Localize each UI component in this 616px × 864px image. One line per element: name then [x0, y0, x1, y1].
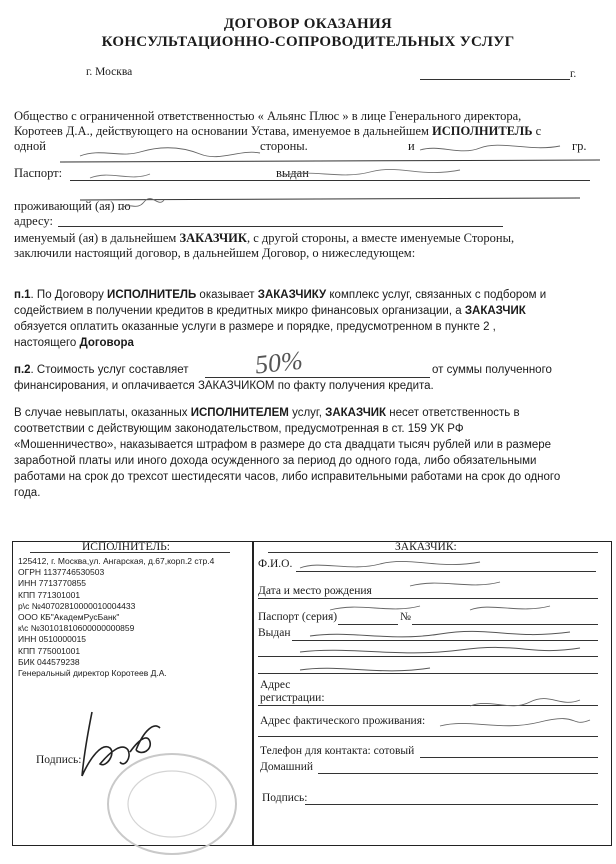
intro-line3-start: одной — [14, 139, 46, 153]
address-label: адресу: — [14, 214, 53, 228]
clause-1-text-a: . По Договору — [30, 289, 104, 301]
executor-address: 125412, г. Москва,ул. Ангарская, д.67,корп.2 стр.4 — [18, 556, 215, 566]
clause-1-customer: ЗАКАЗЧИКУ — [257, 289, 327, 301]
city-label: г. Москва — [86, 66, 133, 78]
intro-line1: Общество с ограниченной ответственностью « Альянс Плюс » в лице Генерального директора, — [14, 109, 522, 123]
intro-line2-end: с — [535, 124, 542, 138]
customer-phone-label: Телефон для контакта: сотовый — [260, 745, 415, 757]
customer-heading: ЗАКАЗЧИК: — [395, 541, 457, 553]
clause-3-line4: заработной платы или иного дохода осужденного за период до одного года, либо обязательными — [14, 455, 537, 467]
clause-3-text-c: несет ответственность в — [389, 407, 520, 419]
customer-birth-label: Дата и место рождения — [258, 585, 372, 597]
clause-1-text-c: комплекс услуг, связанных с подбором и — [329, 289, 547, 301]
passport-issued-label: выдан — [276, 166, 309, 180]
date-blank-line — [420, 79, 570, 80]
customer-passport-no-label: № — [400, 611, 411, 623]
executor-bik: БИК 044579238 — [18, 656, 80, 667]
customer-passport-label: Паспорт (серия) — [258, 611, 338, 623]
executor-heading-line — [30, 552, 230, 553]
customer-sign-label: Подпись: — [262, 792, 308, 804]
named-line — [14, 231, 514, 246]
clause-2-percent-handwritten: 50% — [253, 345, 305, 380]
clause-3-customer: ЗАКАЗЧИК — [325, 407, 387, 419]
clause-1-executor: ИСПОЛНИТЕЛЬ — [107, 289, 197, 301]
clause-3-line1 — [14, 407, 520, 419]
customer-home-phone-label: Домашний — [260, 761, 313, 773]
clause-1-contract: Договора — [79, 337, 134, 349]
clause-2-number: п.2 — [14, 364, 31, 376]
residing-label: проживающий (ая) по — [14, 199, 131, 213]
clause-2-line2-end: по факту получения кредита. — [277, 380, 434, 392]
customer-fio-label: Ф.И.О. — [258, 558, 293, 570]
date-year-suffix: г. — [570, 68, 577, 80]
clause-2-customer: ЗАКАЗЧИКОМ — [197, 380, 275, 392]
intro-line3-and: и — [408, 139, 415, 153]
named-line2: заключили настоящий договор, в дальнейшем Договор, о нижеследующем: — [14, 246, 416, 260]
customer-sign-line — [305, 804, 598, 805]
executor-term: ИСПОЛНИТЕЛЬ — [432, 124, 533, 138]
executor-rs: р\с №40702810000010004433 — [18, 600, 136, 611]
clause-3-text-a: В случае невыплаты, оказанных — [14, 407, 188, 419]
contract-title-line2: КОНСУЛЬТАЦИОННО-СОПРОВОДИТЕЛЬНЫХ УСЛУГ — [101, 34, 515, 50]
clause-2-text-b: от суммы полученного — [432, 364, 552, 376]
named-line-end: , с другой стороны, а вместе именуемые Стороны, — [246, 231, 515, 245]
passport-label: Паспорт: — [14, 166, 63, 180]
customer-term: ЗАКАЗЧИК — [179, 231, 247, 245]
address-line — [58, 226, 503, 227]
executor-signature — [70, 702, 170, 782]
named-line-text: именуемый (ая) в дальнейшем — [14, 231, 177, 245]
intro-line3-side: стороны. — [260, 139, 308, 153]
customer-home-phone-line — [318, 773, 598, 774]
clause-2-percent-line — [205, 377, 430, 378]
clause-3-line2: соответствии с действующим законодательством, предусмотренная в ст. 159 УК РФ — [14, 423, 464, 435]
executor-ks: к\с №30101810600000000859 — [18, 623, 135, 634]
executor-director: Генеральный директор Коротеев Д.А. — [18, 668, 167, 679]
clause-2-line2-text: финансирования, и оплачивается — [14, 380, 195, 392]
executor-inn: ИНН 7713770855 — [18, 578, 87, 589]
clause-1-number: п.1 — [14, 289, 31, 301]
customer-actual-address-label: Адрес фактического проживания: — [260, 715, 426, 727]
contract-title-line1: ДОГОВОР ОКАЗАНИЯ — [223, 16, 393, 32]
executor-kpp2: КПП 775001001 — [18, 645, 81, 656]
executor-sign-label: Подпись: — [36, 754, 82, 766]
executor-ogrn: ОГРН 1137746530503 — [18, 567, 105, 578]
clause-3-line6: года. — [14, 487, 41, 499]
clause-3-line5: работами на срок до трехсот шестидесяти часов, либо исправительными работами на срок до одного — [14, 471, 561, 483]
customer-handwritten-scribbles — [290, 556, 600, 746]
executor-requisites — [18, 556, 214, 679]
customer-address-label1: Адрес — [260, 679, 291, 691]
customer-address-label2: регистрации: — [260, 692, 325, 704]
executor-heading: ИСПОЛНИТЕЛЬ: — [82, 541, 170, 553]
customer-phone-line — [420, 757, 598, 758]
clause-1-line2-text: содействием в получении кредитов в кредитных микро финансовых организации, а — [14, 305, 462, 317]
customer-heading-line — [268, 552, 598, 553]
clause-1-text-b: оказывает — [199, 289, 255, 301]
clause-2-line1 — [14, 364, 189, 376]
executor-inn2: ИНН 0510000015 — [18, 634, 87, 645]
clause-1-line4-text: настоящего — [14, 337, 77, 349]
clause-2-line2 — [14, 380, 434, 392]
clause-1-line3: обязуется оплатить оказанные услуги в размере и порядке, предусмотренном в пункте 2 , — [14, 321, 496, 333]
clause-1-line2 — [14, 305, 526, 317]
clause-2-text-a: . Стоимость услуг составляет — [30, 364, 189, 376]
clause-3-executor: ИСПОЛНИТЕЛЕМ — [190, 407, 289, 419]
intro-line2-text: Коротеев Д.А., действующего на основании Устава, именуемое в дальнейшем — [14, 124, 429, 138]
clause-1-line4 — [14, 337, 134, 349]
clause-3-line3: «Мошенничество», наказывается штрафом в размере до ста двадцати тысяч рублей или в размере — [14, 439, 552, 451]
clause-3-text-b: услуг, — [292, 407, 322, 419]
clause-1-line2-customer: ЗАКАЗЧИК — [464, 305, 526, 317]
handwritten-residing-scribble — [118, 196, 168, 216]
customer-issued-label: Выдан — [258, 627, 291, 639]
clause-1-line1 — [14, 289, 546, 301]
executor-kpp: КПП 771301001 — [18, 589, 81, 600]
executor-bank: ООО КБ"АкадемРусБанк" — [18, 612, 120, 623]
intro-line3-citizen: гр. — [572, 139, 587, 153]
